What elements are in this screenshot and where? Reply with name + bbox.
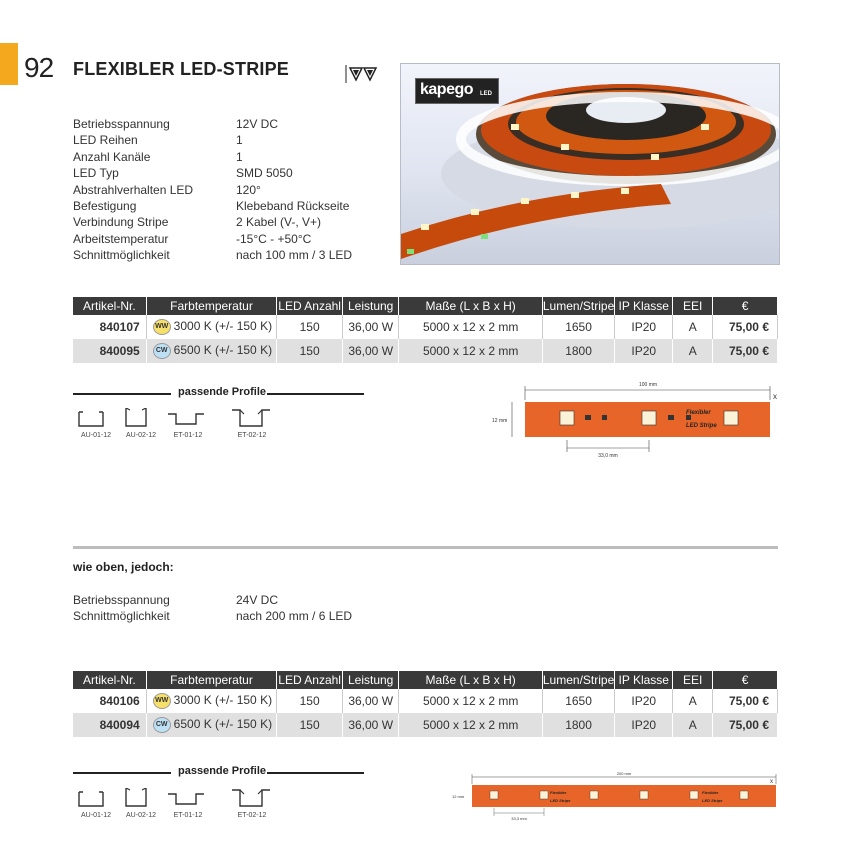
column-header: Artikel-Nr. [73,297,146,315]
table-row [73,713,778,737]
profile-item [232,408,272,439]
spec-label: Betriebsspannung [73,117,170,131]
profile-item [76,408,116,439]
price-cell: 75,00 € [713,713,778,737]
profile-item [168,788,208,819]
color-temperature-text: 6500 K (+/- 150 K) [173,343,273,358]
led-count-cell: 150 [277,689,343,713]
article-number-cell: 840106 [73,689,146,713]
power-cell: 36,00 W [342,315,398,339]
color-temperature-text: 3000 K (+/- 150 K) [173,693,273,708]
page-title: FLEXIBLER LED-STRIPE [73,59,290,79]
color-temperature-cell [146,339,277,363]
profiles-rule-left-2 [73,772,171,774]
spec-list-2 [73,592,352,625]
svg-text:LED Stripe: LED Stripe [550,798,571,803]
profiles-label: passende Profile [178,386,267,398]
spec-label: Arbeitstemperatur [73,231,169,246]
page-number: 92 [24,52,54,83]
length-dimension-label-2: 200 mm [616,771,632,776]
profile-item [232,788,272,819]
spec-row [73,198,352,214]
profile-code: ET-02-12 [237,432,267,439]
svg-text:x: x [770,779,773,785]
product-table [73,297,778,363]
column-header: Lumen/Stripe [542,673,615,687]
spec-value: nach 100 mm / 3 LED [236,248,353,263]
column-header: € [713,297,778,315]
column-header: Artikel-Nr. [73,671,146,689]
price-cell: 75,00 € [713,339,778,363]
spec-value: -15°C - +50°C [236,231,312,246]
ip-class-cell: IP20 [615,689,673,713]
color-badge-icon: WW [153,693,171,709]
profiles-rule-right [267,393,364,395]
product-table-2 [73,671,778,737]
svg-text:LED Stripe: LED Stripe [702,798,723,803]
spec-row [73,592,352,608]
article-number-cell: 840094 [73,713,146,737]
power-cell: 36,00 W [342,713,398,737]
eei-cell: A [673,689,713,713]
profile-shape-icon [76,788,116,810]
profile-code: AU-02-12 [126,432,156,439]
lumen-cell: 1800 [542,713,614,737]
column-header: € [713,671,778,689]
width-dimension-label: 12 mm [492,418,508,424]
profiles-rule-right-2 [267,772,364,774]
profile-item [121,408,161,439]
column-header: LED Anzahl [278,673,341,687]
page-tab-marker [0,43,18,85]
column-header: EEI [673,671,713,689]
color-badge-icon: CW [153,717,171,733]
spec-value: SMD 5050 [236,166,293,181]
spacing-dimension-label: 33,0 mm [598,453,618,459]
profile-shape-icon [121,408,161,430]
stripe-dimension-diagram [490,378,780,460]
spec-label: Betriebsspannung [73,593,170,607]
dimensions-cell: 5000 x 12 x 2 mm [399,339,542,363]
spec-list [73,116,352,264]
profile-code: AU-02-12 [126,812,156,819]
spacing-dimension-label-2: 33,3 mm [511,816,527,821]
stripe-dimension-diagram-2 [450,770,780,822]
led-count-cell: 150 [277,713,343,737]
spec-value: 24V DC [236,593,279,607]
spec-row [73,165,352,181]
column-header: Maße (L x B x H) [399,671,542,689]
column-header: LED Anzahl [278,299,341,313]
column-header: Leistung [342,297,398,315]
spec-label: LED Reihen [73,133,138,148]
article-number-cell: 840095 [73,339,146,363]
svg-text:Flexibler: Flexibler [686,410,711,416]
profile-code: ET-01-12 [173,812,203,819]
spec-label: Verbindung Stripe [73,215,169,230]
color-temperature-cell [146,713,277,737]
svg-text:Flexibler: Flexibler [702,790,719,795]
ip-class-cell: IP20 [615,339,673,363]
price-cell: 75,00 € [713,315,778,339]
spec-value: nach 200 mm / 6 LED [236,609,353,624]
product-photo [400,63,780,265]
spec-row [73,116,352,132]
svg-text:Flexibler: Flexibler [550,790,567,795]
column-header: Lumen/Stripe [542,299,615,313]
kapego-logo: kapego LED [415,78,499,104]
spec-row [73,214,352,230]
color-temperature-text: 6500 K (+/- 150 K) [173,717,273,732]
column-header: Farbtemperatur [146,297,277,315]
spec-label: Befestigung [73,199,137,214]
spec-row [73,132,352,148]
profile-item [121,788,161,819]
svg-text:LED Stripe: LED Stripe [686,423,717,429]
eei-cell: A [673,315,713,339]
width-dimension-label-2: 12 mm [452,794,465,799]
profile-code: AU-01-12 [81,432,111,439]
profile-code: ET-02-12 [237,812,267,819]
spec-value: Klebeband Rückseite [236,199,350,214]
profiles-rule-left [73,393,171,395]
spec-label: LED Typ [73,166,119,181]
color-badge-icon: WW [153,319,171,335]
column-header: IP Klasse [615,671,673,689]
spec-value: 2 Kabel (V-, V+) [236,215,322,230]
lumen-cell: 1650 [542,689,614,713]
profile-shape-icon [168,408,208,430]
profile-code: ET-01-12 [173,432,203,439]
eei-cell: A [673,713,713,737]
color-badge-icon: CW [153,343,171,359]
dimensions-cell: 5000 x 12 x 2 mm [399,713,542,737]
spec-value: 1 [236,149,243,164]
profile-item [76,788,116,819]
ip-class-cell: IP20 [615,713,673,737]
color-temperature-cell [146,689,277,713]
led-count-cell: 150 [277,315,343,339]
spec-row [73,149,352,165]
column-header: EEI [673,297,713,315]
column-header: Leistung [342,671,398,689]
spec-label: Abstrahlverhalten LED [73,182,194,197]
column-header: Maße (L x B x H) [399,297,542,315]
table-row [73,339,778,363]
column-header: IP Klasse [615,297,673,315]
column-header: Farbtemperatur [146,671,277,689]
profile-shape-icon [232,788,272,810]
length-dimension-label: 100 mm [638,382,658,388]
spec-row [73,231,352,247]
section2-heading: wie oben, jedoch: [73,560,174,574]
article-number-cell: 840107 [73,315,146,339]
profile-shape-icon [232,408,272,430]
lumen-cell: 1800 [542,339,614,363]
energy-label-icon [345,65,379,83]
profile-code: AU-01-12 [81,812,111,819]
spec-label: Schnittmöglichkeit [73,609,170,624]
color-temperature-text: 3000 K (+/- 150 K) [173,319,273,334]
spec-value: 1 [236,133,243,148]
profile-shape-icon [168,788,208,810]
table-row [73,315,778,339]
dimensions-cell: 5000 x 12 x 2 mm [399,689,542,713]
spec-row [73,247,352,263]
spec-value: 120° [236,182,261,197]
spec-label: Anzahl Kanäle [73,149,151,164]
profile-shape-icon [121,788,161,810]
spec-row [73,182,352,198]
power-cell: 36,00 W [342,689,398,713]
spec-label: Schnittmöglichkeit [73,248,170,263]
lumen-cell: 1650 [542,315,614,339]
spec-row [73,608,352,624]
svg-text:x: x [773,392,777,401]
eei-cell: A [673,339,713,363]
power-cell: 36,00 W [342,339,398,363]
price-cell: 75,00 € [713,689,778,713]
profiles-label-2: passende Profile [178,765,267,777]
led-count-cell: 150 [277,339,343,363]
spec-value: 12V DC [236,117,279,131]
table-row [73,689,778,713]
profile-shape-icon [76,408,116,430]
dimensions-cell: 5000 x 12 x 2 mm [399,315,542,339]
section-divider [73,546,778,549]
profile-item [168,408,208,439]
ip-class-cell: IP20 [615,315,673,339]
color-temperature-cell [146,315,277,339]
